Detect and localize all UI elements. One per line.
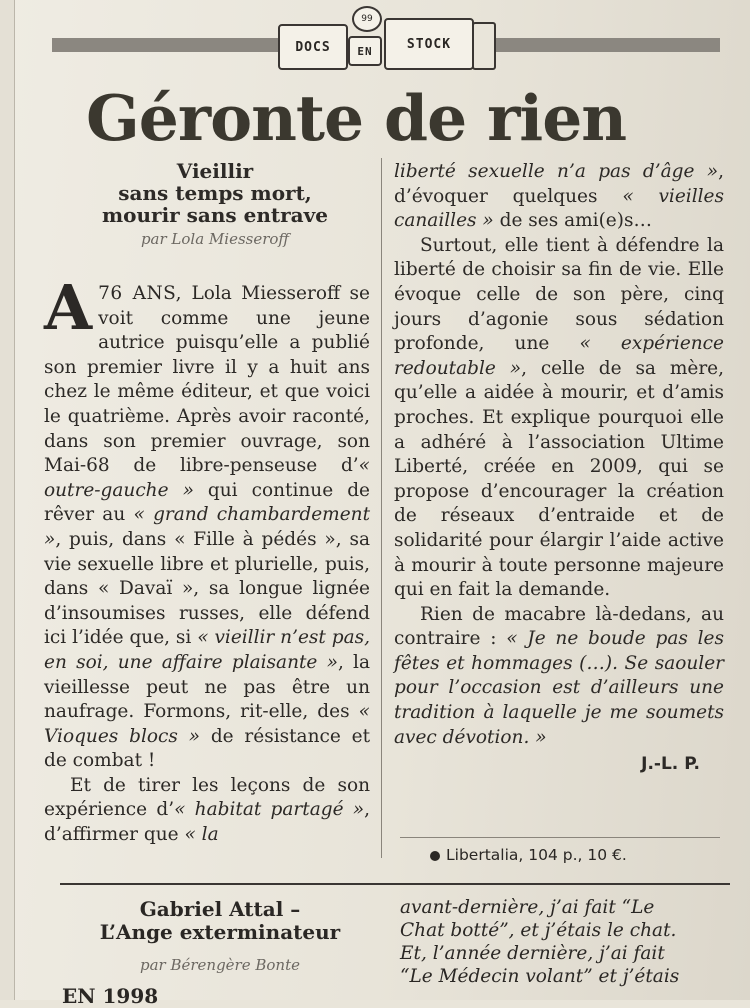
logo-word-stock: STOCK [384, 18, 474, 70]
logo-bag-icon [472, 22, 496, 70]
next-title-line: Gabriel Attal – [139, 897, 301, 921]
subtitle-line: mourir sans entrave [101, 203, 328, 227]
paragraph-2: Et de tirer les leçons de son expérience d’« habitat partagé », d’affirmer que « la [44, 774, 370, 846]
next-text-line: Chat botté”, et j’étais le chat. [400, 920, 677, 941]
logo-word-docs: DOCS [278, 24, 348, 70]
page-title: Géronte de rien [86, 81, 627, 155]
book-info-rule [400, 837, 720, 838]
next-title-line: L’Ange exterminateur [99, 920, 341, 944]
paragraph-3: Surtout, elle tient à défendre la liberté de choisir sa fin de vie. Elle évoque celle de son père, cinq jours d’agonie sous sédation profonde, une « expérience redoutable », celle de sa mère, qu’elle a aidée à mourir, et d’amis proches. Et explique pourquoi elle a adhéré à l’association Ultime Liberté, créée en 2009, qui se propose d’encourager la création de réseaux d’entraide et de solidarité pour élargir l’aide active à mourir à toute personne majeure qui en fait la demande. [394, 234, 724, 601]
book-info: Libertalia, 104 p., 10 €. [430, 846, 627, 864]
next-text-line: avant-dernière, j’ai fait “Le [400, 897, 655, 918]
section-divider [60, 883, 730, 885]
next-article-right-column [400, 896, 722, 988]
next-text-line: Et, l’année dernière, j’ai fait [400, 943, 665, 964]
subtitle-line: sans temps mort, [118, 181, 312, 205]
subtitle-line: Vieillir [176, 159, 254, 183]
page-margin [0, 0, 15, 1000]
author-signature: J.-L. P. [641, 754, 700, 775]
paragraph-4: Rien de macabre là-dedans, au contraire : « Je ne boude pas les fêtes et hommages (…). Se saouler pour l’occasion est d’ailleurs une tradition à laquelle je me soumets avec dévotion. » [394, 603, 724, 748]
next-article-byline: par Bérengère Bonte [139, 956, 300, 974]
paragraph-1: A 76 ANS, Lola Miesseroff se voit comme une jeune autrice puisqu’elle a publié son premier livre il y a huit ans chez le même éditeur, et que voici le quatrième. Après avoir raconté, dans son premier ouvrage, son Mai-68 de libre-penseuse d’« outre-gauche » qui continue de rêver au « grand chambardement », puis, dans « Fille à pédés », sa vie sexuelle libre et plurielle, puis, dans « Davaï », sa longue lignée d’insoumises russes, elle défend ici l’idée que, si « vieillir n’est pas, en soi, une affaire plaisante », la vieillesse peut ne pas être un naufrage. Formons, rit-elle, des « Vioques blocs » de résistance et de combat ! [44, 271, 371, 772]
header-rule-left [52, 38, 284, 52]
article-column-right [394, 160, 724, 777]
next-text-line: “Le Médecin volant” et j’étais [400, 966, 680, 987]
article-byline: par Lola Miesseroff [140, 230, 290, 248]
next-article-title [60, 898, 380, 944]
bullet-icon [430, 851, 440, 861]
article-subtitle [60, 160, 370, 226]
next-article-lead: EN 1998 [62, 984, 159, 1008]
logo-bubble: 99 [352, 6, 382, 32]
paragraph-2-cont: liberté sexuelle n’a pas d’âge », d’évoquer quelques « vieilles canailles » de ses ami(e)s… [394, 161, 724, 232]
logo-word-en: EN [348, 36, 382, 66]
column-separator [381, 158, 382, 858]
header-rule-right [490, 38, 720, 52]
docs-en-stock-logo [272, 4, 498, 72]
article-column-left [44, 271, 371, 848]
drop-cap: A [44, 271, 93, 344]
